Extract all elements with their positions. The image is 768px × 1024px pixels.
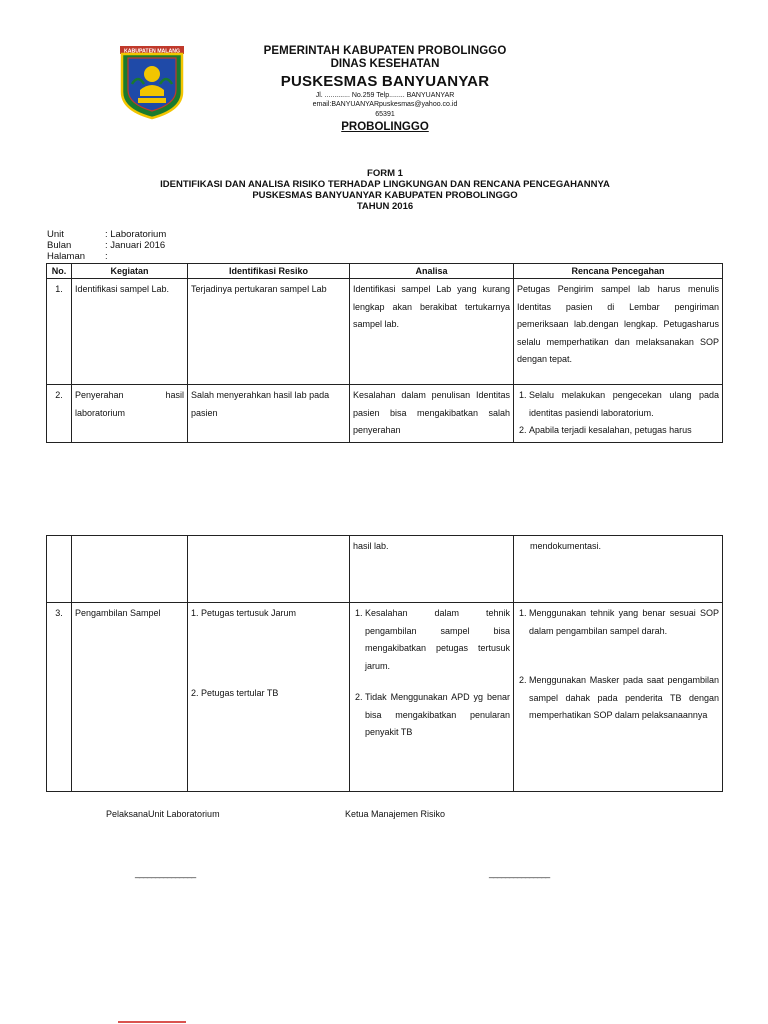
risk-table-part2 [46, 535, 723, 792]
postal-code: 65391 [375, 111, 395, 118]
row3-rencana-item: 1. Menggunakan tehnik yang benar sesuai SOP dalam pengambilan sampel darah. [529, 605, 719, 640]
row2-analisa: Kesalahan dalam penulisan Identitas pasien bisa mengakibatkan salah penyerahan [350, 385, 514, 443]
signature-left-label: PelaksanaUnit Laboratorium [106, 809, 220, 819]
row1-kegiatan: Identifikasi sampel Lab. [72, 279, 188, 385]
header-no: No. [47, 264, 72, 279]
row1-resiko: Terjadinya pertukaran sampel Lab [188, 279, 350, 385]
row2cont-resiko [188, 536, 350, 603]
header-identifikasi-resiko: Identifikasi Resiko [188, 264, 350, 279]
address-line: Jl. ............. No.259 Telp........ BANYUANYAR [315, 92, 455, 99]
row2-rencana [514, 385, 723, 443]
row2-rencana-item: 2. Apabila terjadi kesalahan, petugas harus [529, 422, 719, 440]
row2cont-kegiatan [72, 536, 188, 603]
row3-analisa-item: 2. Tidak Menggunakan APD yg benar bisa mengakibatkan penularan penyakit TB [365, 689, 510, 742]
table-header-row [47, 264, 723, 279]
row2cont-analisa: hasil lab. [350, 536, 514, 603]
logo-text: KABUPATEN MALANG [124, 48, 180, 55]
row1-no: 1. [47, 279, 72, 385]
form-number: FORM 1 [367, 168, 403, 179]
row2-no: 2. [47, 385, 72, 443]
form-title: IDENTIFIKASI DAN ANALISA RISIKO TERHADAP LINGKUNGAN DAN RENCANA PENCEGAHANNYA [160, 179, 610, 190]
row3-kegiatan: Pengambilan Sampel [72, 603, 188, 792]
row1-analisa: Identifikasi sampel Lab yang kurang lengkap akan berakibat tertukarnya sampel lab. [350, 279, 514, 385]
row2cont-no [47, 536, 72, 603]
meta-month-value: : Januari 2016 [105, 240, 166, 251]
meta-month-label: Bulan [47, 240, 72, 251]
page-edge-mark [118, 1021, 186, 1023]
meta-unit-label: Unit [47, 229, 64, 240]
table-row [47, 603, 723, 792]
meta-unit [47, 229, 166, 240]
signature-right-label: Ketua Manajemen Risiko [345, 809, 446, 819]
risk-table-part1 [46, 263, 723, 443]
form-year: TAHUN 2016 [356, 201, 414, 212]
header-kegiatan: Kegiatan [72, 264, 188, 279]
row3-analisa [350, 603, 514, 792]
meta-month [47, 240, 165, 251]
header-analisa: Analisa [350, 264, 514, 279]
meta-page [47, 251, 108, 262]
clinic-name: PUSKESMAS BANYUANYAR [280, 73, 490, 90]
city-name: PROBOLINGGO [341, 121, 429, 133]
government-name: PEMERINTAH KABUPATEN PROBOLINGGO [263, 45, 507, 57]
signature-right-line: _______________ [489, 868, 550, 878]
row2-resiko: Salah menyerahkan hasil lab pada pasien [188, 385, 350, 443]
row2-rencana-item: 1. Selalu melakukan pengecekan ulang pada identitas pasiendi laboratorium. [529, 387, 719, 422]
table-row [47, 385, 723, 443]
table-row [47, 536, 723, 603]
email-line: email:BANYUANYARpuskesmas@yahoo.co.id [312, 101, 458, 108]
row3-no: 3. [47, 603, 72, 792]
form-subtitle: PUSKESMAS BANYUANYAR KABUPATEN PROBOLINGGO [252, 190, 518, 201]
header-rencana-pencegahan: Rencana Pencegahan [514, 264, 723, 279]
row3-rencana-item: 2. Menggunakan Masker pada saat pengambilan sampel dahak pada penderita TB dengan memperhatikan SOP dalam pelaksanaannya [529, 672, 719, 725]
row2cont-rencana: mendokumentasi. [514, 536, 723, 603]
row3-resiko-item: 1. Petugas tertusuk Jarum [191, 608, 297, 618]
row3-resiko [188, 603, 350, 792]
department-name: DINAS KESEHATAN [330, 58, 440, 70]
meta-page-label: Halaman [47, 251, 86, 262]
signature-left-line: _______________ [135, 868, 196, 878]
meta-unit-value: : Laboratorium [105, 229, 167, 240]
row2-kegiatan: Penyerahan hasil laboratorium [72, 385, 188, 443]
row3-resiko-item: 2. Petugas tertular TB [191, 687, 279, 698]
row3-analisa-item: 1. Kesalahan dalam tehnik pengambilan sampel bisa mengakibatkan petugas tertusuk jarum. [365, 605, 510, 675]
regency-emblem-logo [118, 44, 186, 120]
row3-rencana [514, 603, 723, 792]
row1-rencana: Petugas Pengirim sampel lab harus menulis Identitas pasien di Lembar pengiriman pemeriksaan lab.dengan lengkap. Petugasharus selalu memperhatikan dan melaksanakan SOP dengan tepat. [514, 279, 723, 385]
table-row [47, 279, 723, 385]
meta-page-value: : [105, 251, 108, 262]
